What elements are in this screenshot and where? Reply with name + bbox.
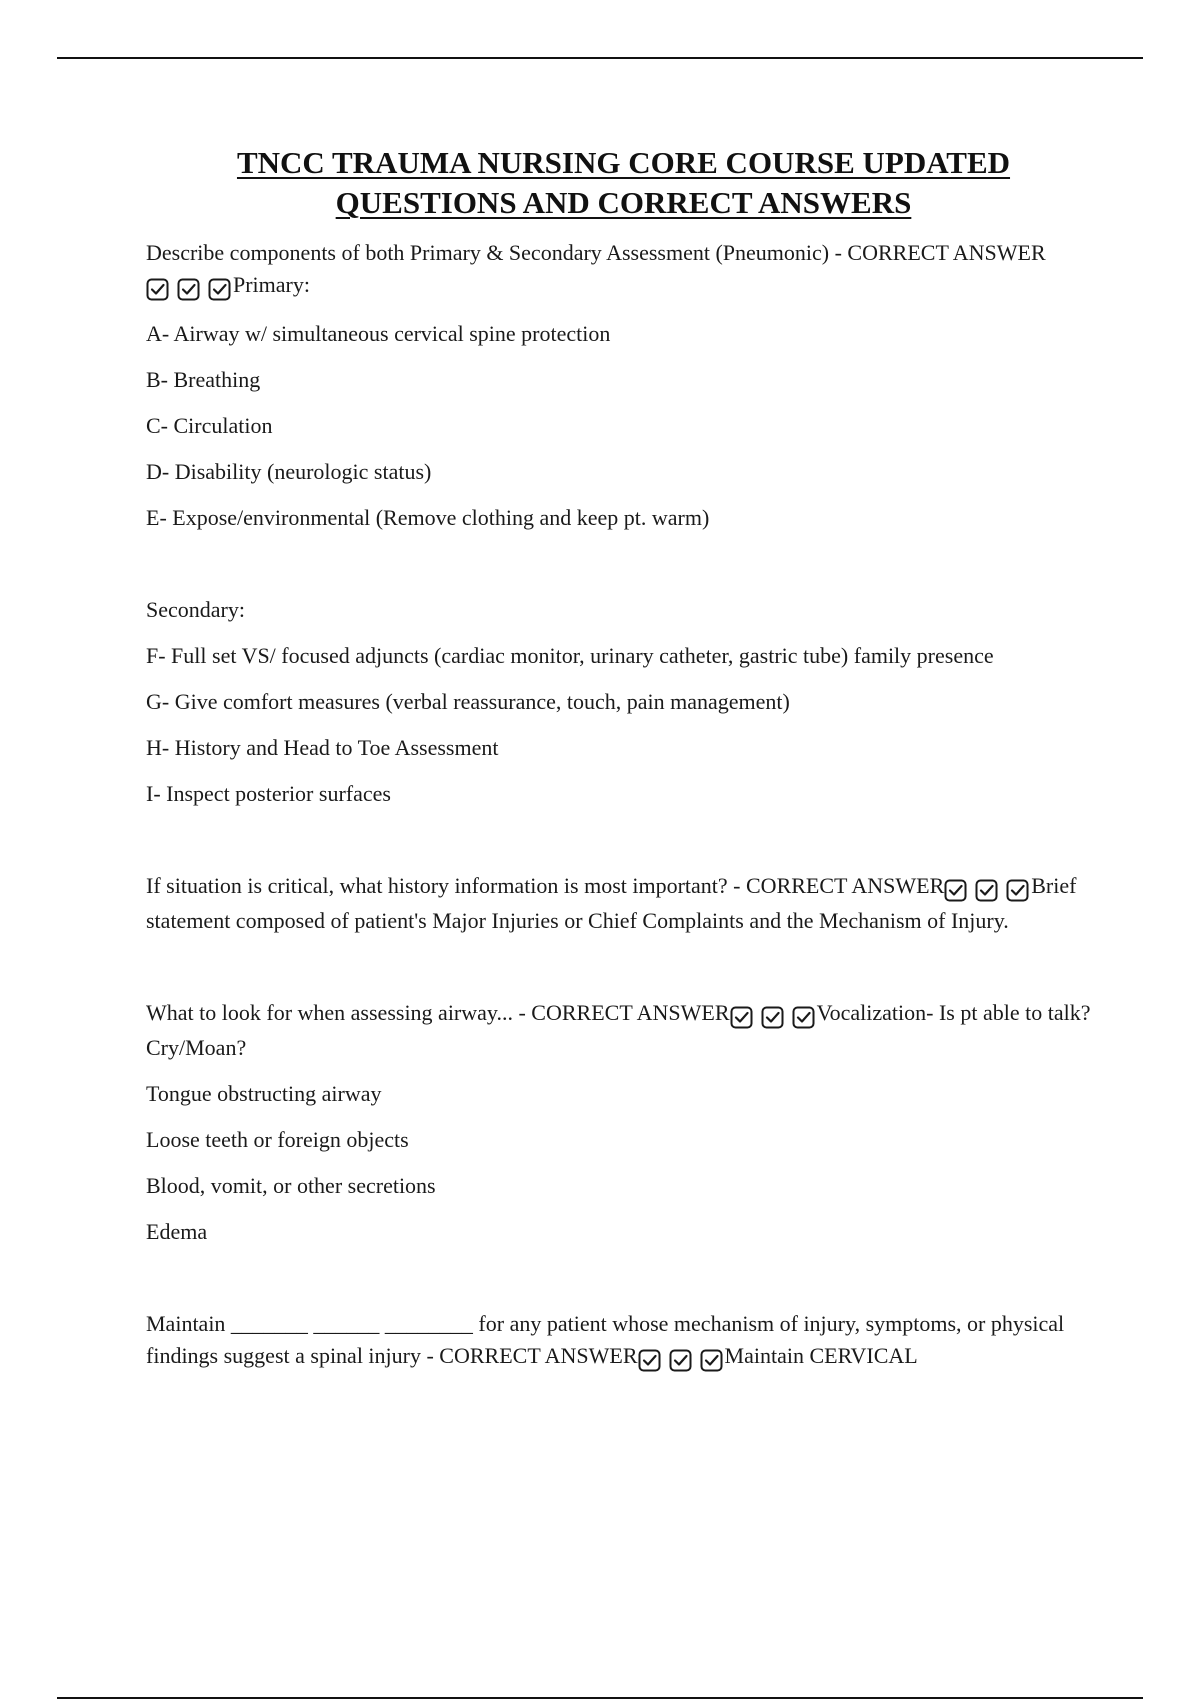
question-1-answer: Primary: [233,272,310,297]
checkbox-checked-icon [944,879,967,902]
question-2-text: If situation is critical, what history information is most important? - CORRECT ANSWER [146,873,945,898]
checkbox-checked-icon [177,278,200,301]
checkbox-checked-icon [700,1349,723,1372]
question-1 [146,237,1101,304]
title-line-2: QUESTIONS AND CORRECT ANSWERS [335,185,912,220]
question-1-text: Describe components of both Primary & Secondary Assessment (Pneumonic) - CORRECT ANSWER [146,240,1046,265]
answer-checkmarks [730,1000,817,1032]
question-2-answer: Brief statement composed of patient's Major Injuries or Chief Complaints and the Mechanism of Injury. [146,873,1077,933]
secondary-item-g: G- Give comfort measures (verbal reassurance, touch, pain management) [146,689,790,714]
checkbox-checked-icon [730,1006,753,1029]
question-2 [146,870,1101,937]
airway-item: Edema [146,1219,208,1244]
checkbox-checked-icon [1006,879,1029,902]
checkbox-checked-icon [761,1006,784,1029]
airway-item: Blood, vomit, or other secretions [146,1173,436,1198]
answer-checkmarks [146,272,233,304]
question-4 [146,1308,1101,1375]
document-title [146,143,1101,223]
question-4-text: Maintain _______ ______ ________ for any patient whose mechanism of injury, symptoms, or physical findings suggest a spinal injury - CORRECT ANSWER [146,1311,1065,1368]
spacer [146,1262,1101,1308]
question-3 [146,997,1101,1064]
answer-checkmarks [638,1343,725,1375]
primary-item-d: D- Disability (neurologic status) [146,459,432,484]
document-body [146,143,1101,1389]
question-3-answer: Vocalization- Is pt able to talk? Cry/Moan? [146,1000,1091,1060]
secondary-item-h: H- History and Head to Toe Assessment [146,735,499,760]
answer-checkmarks [944,873,1031,905]
top-rule [57,57,1143,59]
spacer [146,548,1101,594]
secondary-item-f: F- Full set VS/ focused adjuncts (cardiac monitor, urinary catheter, gastric tube) family presence [146,643,994,668]
title-line-1: TNCC TRAUMA NURSING CORE COURSE UPDATED [236,145,1011,180]
secondary-heading: Secondary: [146,597,245,622]
checkbox-checked-icon [638,1349,661,1372]
airway-item: Tongue obstructing airway [146,1081,382,1106]
checkbox-checked-icon [669,1349,692,1372]
primary-item-e: E- Expose/environmental (Remove clothing and keep pt. warm) [146,505,710,530]
primary-item-c: C- Circulation [146,413,273,438]
question-3-text: What to look for when assessing airway... - CORRECT ANSWER [146,1000,730,1025]
airway-item: Loose teeth or foreign objects [146,1127,409,1152]
checkbox-checked-icon [792,1006,815,1029]
checkbox-checked-icon [146,278,169,301]
primary-item-b: B- Breathing [146,367,261,392]
checkbox-checked-icon [208,278,231,301]
checkbox-checked-icon [975,879,998,902]
secondary-item-i: I- Inspect posterior surfaces [146,781,391,806]
question-4-answer: Maintain CERVICAL [724,1343,918,1368]
bottom-rule [57,1697,1143,1699]
spacer [146,951,1101,997]
spacer [146,824,1101,870]
primary-item-a: A- Airway w/ simultaneous cervical spine protection [146,321,611,346]
